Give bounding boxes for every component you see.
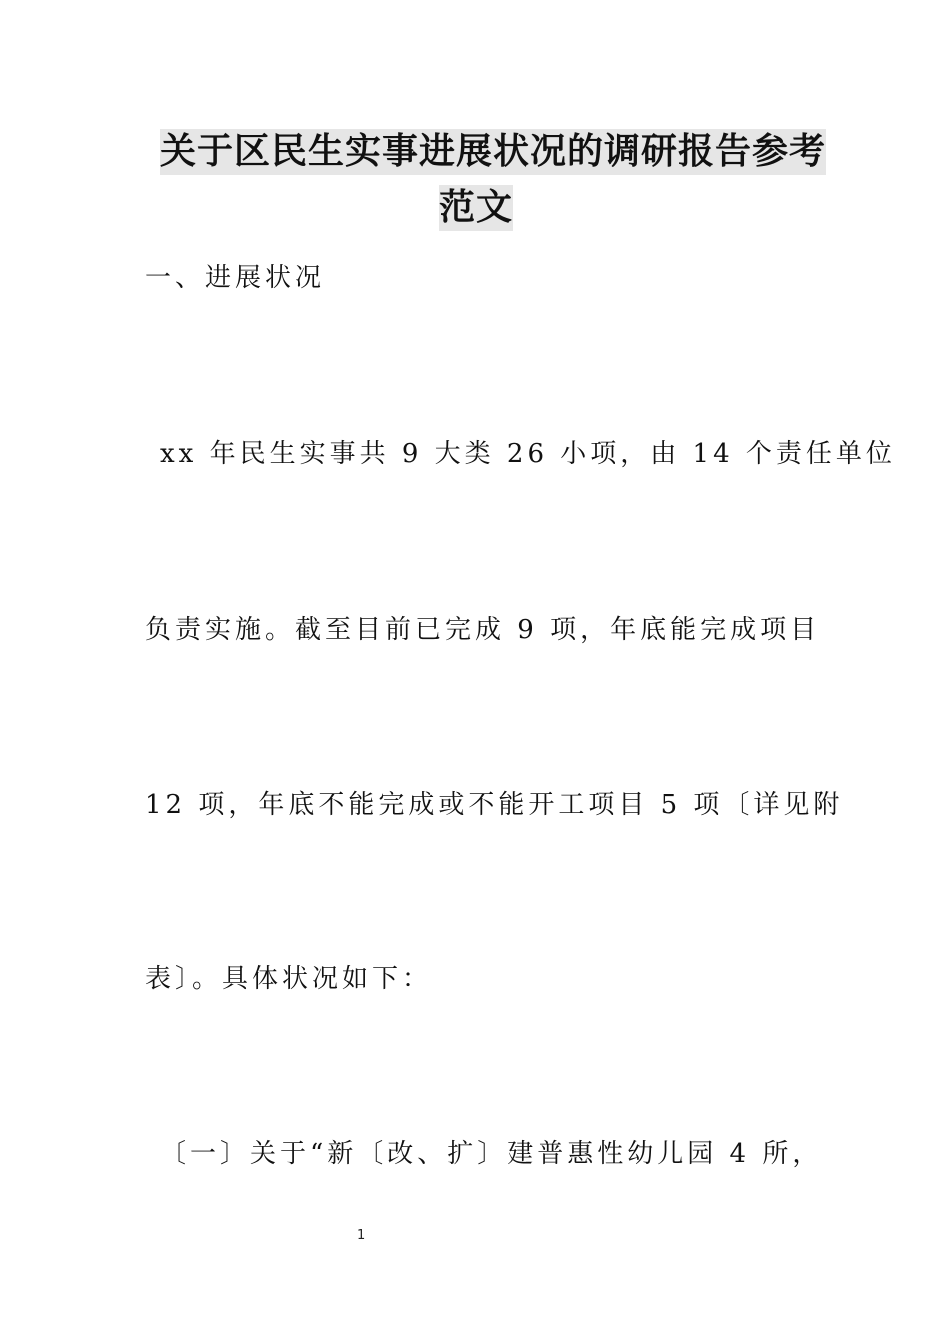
paragraph-line: 12 项，年底不能完成或不能开工项目 5 项〔详见附: [145, 790, 844, 820]
paragraph-line: 〔一〕关于“新〔改、扩〕建普惠性幼儿园 4 所，: [160, 1139, 823, 1169]
document-title-line-2: 范文: [439, 185, 513, 231]
paragraph-line: 表〕。具体状况如下：: [145, 964, 433, 994]
page-number: 1: [357, 1228, 366, 1243]
paragraph-line: xx 年民生实事共 9 大类 26 小项，由 14 个责任单位: [160, 439, 896, 469]
section-heading: 一、进展状况: [145, 263, 326, 293]
paragraph-line: 负责实施。截至目前已完成 9 项，年底能完成项目: [145, 615, 821, 645]
document-title-line-1: 关于区民生实事进展状况的调研报告参考: [160, 129, 826, 175]
